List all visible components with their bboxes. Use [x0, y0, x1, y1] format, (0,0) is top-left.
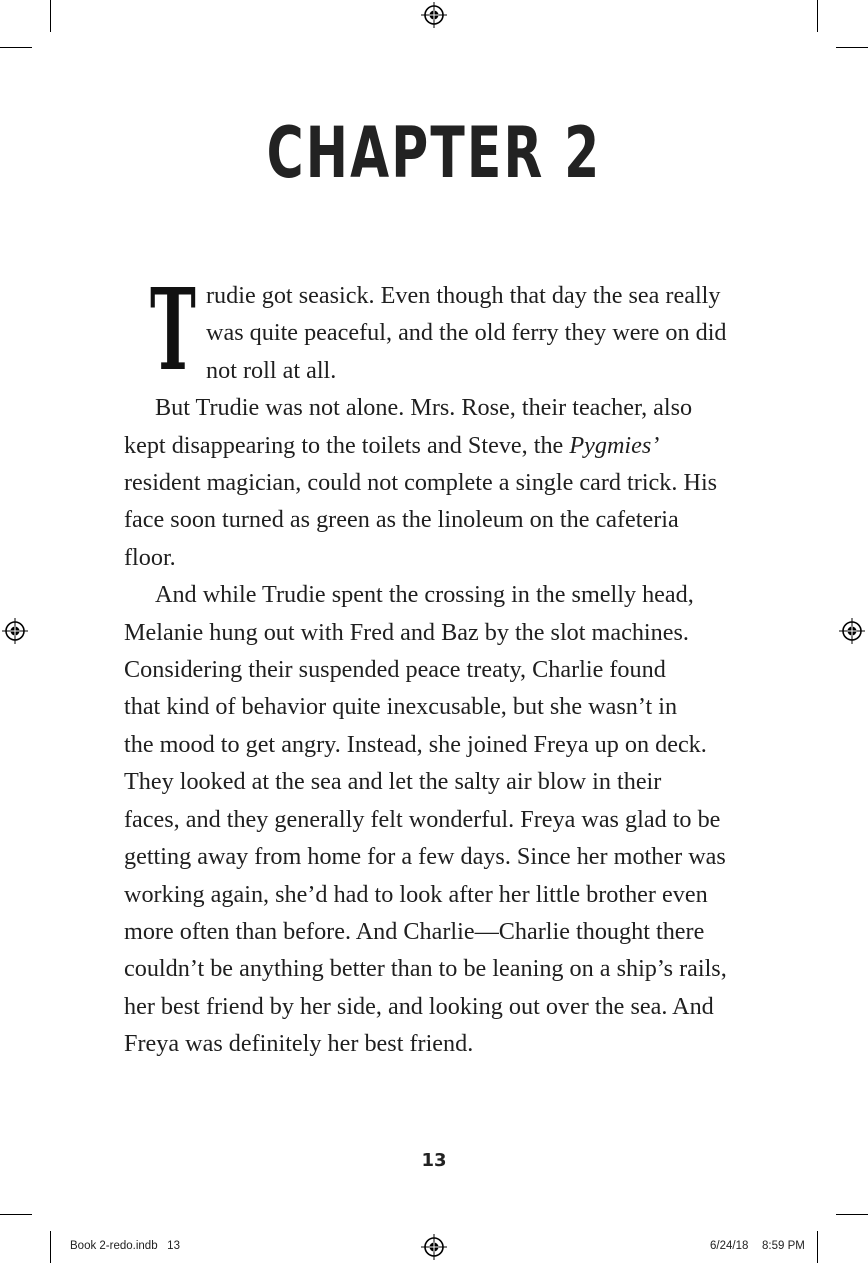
text-line: her best friend by her side, and looking out over the sea. And	[124, 992, 714, 1020]
crop-mark-bottom-left-h	[0, 1214, 32, 1215]
text-line: couldn’t be anything better than to be leaning on a ship’s rails,	[124, 955, 727, 983]
paragraph-2	[124, 389, 744, 576]
text-line: They looked at the sea and let the salty air blow in their	[124, 768, 662, 796]
first-paragraph	[124, 265, 744, 396]
crop-mark-bottom-right	[817, 1231, 818, 1263]
text-run: kept disappearing to the toilets and Steve, the	[124, 431, 570, 459]
registration-left-icon	[2, 618, 28, 644]
crop-mark-top-left	[50, 0, 51, 32]
text-line: was quite peaceful, and the old ferry they were on did	[206, 319, 727, 347]
text-line: Melanie hung out with Fred and Baz by the slot machines.	[124, 618, 689, 646]
drop-cap: T	[150, 265, 196, 396]
crop-mark-top-right-h	[836, 47, 868, 48]
registration-right-icon	[839, 618, 865, 644]
registration-top-icon	[421, 2, 447, 28]
italic-word: Pygmies’	[569, 431, 660, 459]
paragraph-3	[124, 576, 744, 1062]
text-line: the mood to get angry. Instead, she joined Freya up on deck.	[124, 730, 707, 758]
body-text	[124, 265, 744, 1063]
text-line: more often than before. And Charlie—Charlie thought there	[124, 917, 705, 945]
text-line: not roll at all.	[206, 356, 337, 384]
crop-mark-bottom-left	[50, 1231, 51, 1263]
text-line: faces, and they generally felt wonderful. Freya was glad to be	[124, 805, 721, 833]
text-line: resident magician, could not complete a single card trick. His	[124, 469, 718, 497]
crop-mark-bottom-right-h	[836, 1214, 868, 1215]
page-number: 13	[421, 1150, 447, 1171]
registration-bottom-icon	[421, 1234, 447, 1260]
text-line: that kind of behavior quite inexcusable, but she wasn’t in	[124, 693, 678, 721]
text-line: face soon turned as green as the linoleum on the cafeteria	[124, 506, 679, 534]
slug-file-info: Book 2-redo.indb 13	[70, 1240, 180, 1252]
text-line: But Trudie was not alone. Mrs. Rose, their teacher, also	[155, 394, 693, 422]
text-line: rudie got seasick. Even though that day the sea really	[206, 282, 721, 309]
text-line: floor.	[124, 543, 176, 571]
text-line: Freya was definitely her best friend.	[124, 1030, 474, 1058]
text-line: working again, she’d had to look after her little brother even	[124, 880, 708, 908]
slug-date: 6/24/18	[710, 1240, 749, 1252]
text-line: getting away from home for a few days. Since her mother was	[124, 843, 726, 871]
chapter-title: CHAPTER 2	[266, 112, 602, 194]
text-line-with-italic	[124, 427, 744, 464]
crop-mark-top-left-h	[0, 47, 32, 48]
text-line: Considering their suspended peace treaty, Charlie found	[124, 656, 666, 684]
crop-mark-top-right	[817, 0, 818, 32]
slug-time: 8:59 PM	[762, 1240, 805, 1252]
text-line: And while Trudie spent the crossing in the smelly head,	[155, 581, 694, 609]
